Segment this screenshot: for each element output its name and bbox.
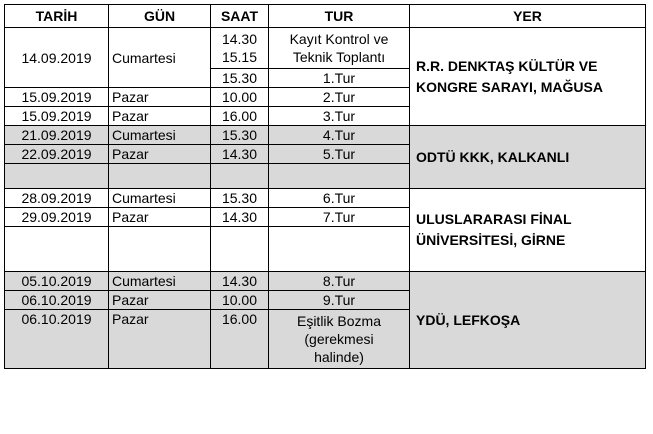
- cell-tarih: 06.10.2019: [5, 291, 109, 310]
- cell-tur: 2.Tur: [269, 88, 410, 107]
- cell-gun: Pazar: [109, 107, 211, 126]
- cell-tur: Eşitlik Bozma (gerekmesi halinde): [269, 310, 410, 369]
- cell-saat-start: 14.30: [221, 31, 258, 47]
- cell-tur: 3.Tur: [269, 107, 410, 126]
- cell-saat: 10.00: [211, 88, 269, 107]
- table-row: [5, 189, 646, 208]
- cell-tarih: 15.09.2019: [5, 88, 109, 107]
- cell-tur: Kayıt Kontrol ve Teknik Toplantı: [269, 28, 410, 69]
- cell-tarih: 05.10.2019: [5, 272, 109, 291]
- header-gun: GÜN: [109, 5, 211, 28]
- location-cell: R.R. DENKTAŞ KÜLTÜR VE KONGRE SARAYI, MAĞUSA: [410, 28, 646, 126]
- cell-saat-end: 15.15: [221, 49, 258, 65]
- cell-gun: Pazar: [109, 208, 211, 227]
- cell-tarih: 14.09.2019: [5, 28, 109, 88]
- cell-tur: 7.Tur: [269, 208, 410, 227]
- cell-empty: [5, 164, 109, 189]
- cell-empty: [109, 227, 211, 272]
- cell-tarih: 06.10.2019: [5, 310, 109, 369]
- location-cell: ODTÜ KKK, KALKANLI: [410, 126, 646, 189]
- cell-empty: [269, 164, 410, 189]
- cell-tarih: 22.09.2019: [5, 145, 109, 164]
- cell-saat: 14.30: [211, 145, 269, 164]
- cell-tur: 1.Tur: [269, 69, 410, 88]
- header-row: [5, 5, 646, 28]
- cell-saat: 15.30: [211, 189, 269, 208]
- cell-tarih: 15.09.2019: [5, 107, 109, 126]
- cell-gun: Cumartesi: [109, 28, 211, 88]
- cell-tur: 9.Tur: [269, 291, 410, 310]
- header-tarih: TARİH: [5, 5, 109, 28]
- cell-saat: 16.00: [211, 310, 269, 369]
- cell-gun: Cumartesi: [109, 272, 211, 291]
- cell-empty: [211, 227, 269, 272]
- location-cell: ULUSLARARASI FİNAL ÜNİVERSİTESİ, GİRNE: [410, 189, 646, 272]
- table-row: [5, 272, 646, 291]
- cell-saat: 15.30: [211, 126, 269, 145]
- cell-tur: 8.Tur: [269, 272, 410, 291]
- cell-gun: Pazar: [109, 88, 211, 107]
- cell-gun: Pazar: [109, 145, 211, 164]
- schedule-container: [4, 4, 646, 369]
- cell-tarih: 29.09.2019: [5, 208, 109, 227]
- header-tur: TUR: [269, 5, 410, 28]
- cell-empty: [109, 164, 211, 189]
- location-cell: YDÜ, LEFKOŞA: [410, 272, 646, 369]
- cell-saat: 14.30: [211, 272, 269, 291]
- header-yer: YER: [410, 5, 646, 28]
- cell-saat: [211, 28, 269, 69]
- cell-tur: 4.Tur: [269, 126, 410, 145]
- cell-saat: 14.30: [211, 208, 269, 227]
- cell-tarih: 21.09.2019: [5, 126, 109, 145]
- cell-gun: Cumartesi: [109, 126, 211, 145]
- cell-saat: 10.00: [211, 291, 269, 310]
- cell-gun: Pazar: [109, 310, 211, 369]
- table-row: [5, 126, 646, 145]
- cell-tarih: 28.09.2019: [5, 189, 109, 208]
- cell-empty: [211, 164, 269, 189]
- header-saat: SAAT: [211, 5, 269, 28]
- schedule-table: [4, 4, 646, 369]
- cell-empty: [269, 227, 410, 272]
- cell-gun: Cumartesi: [109, 189, 211, 208]
- cell-saat: 15.30: [211, 69, 269, 88]
- cell-gun: Pazar: [109, 291, 211, 310]
- cell-tur: 5.Tur: [269, 145, 410, 164]
- cell-saat: 16.00: [211, 107, 269, 126]
- cell-empty: [5, 227, 109, 272]
- cell-tur: 6.Tur: [269, 189, 410, 208]
- table-row: [5, 28, 646, 69]
